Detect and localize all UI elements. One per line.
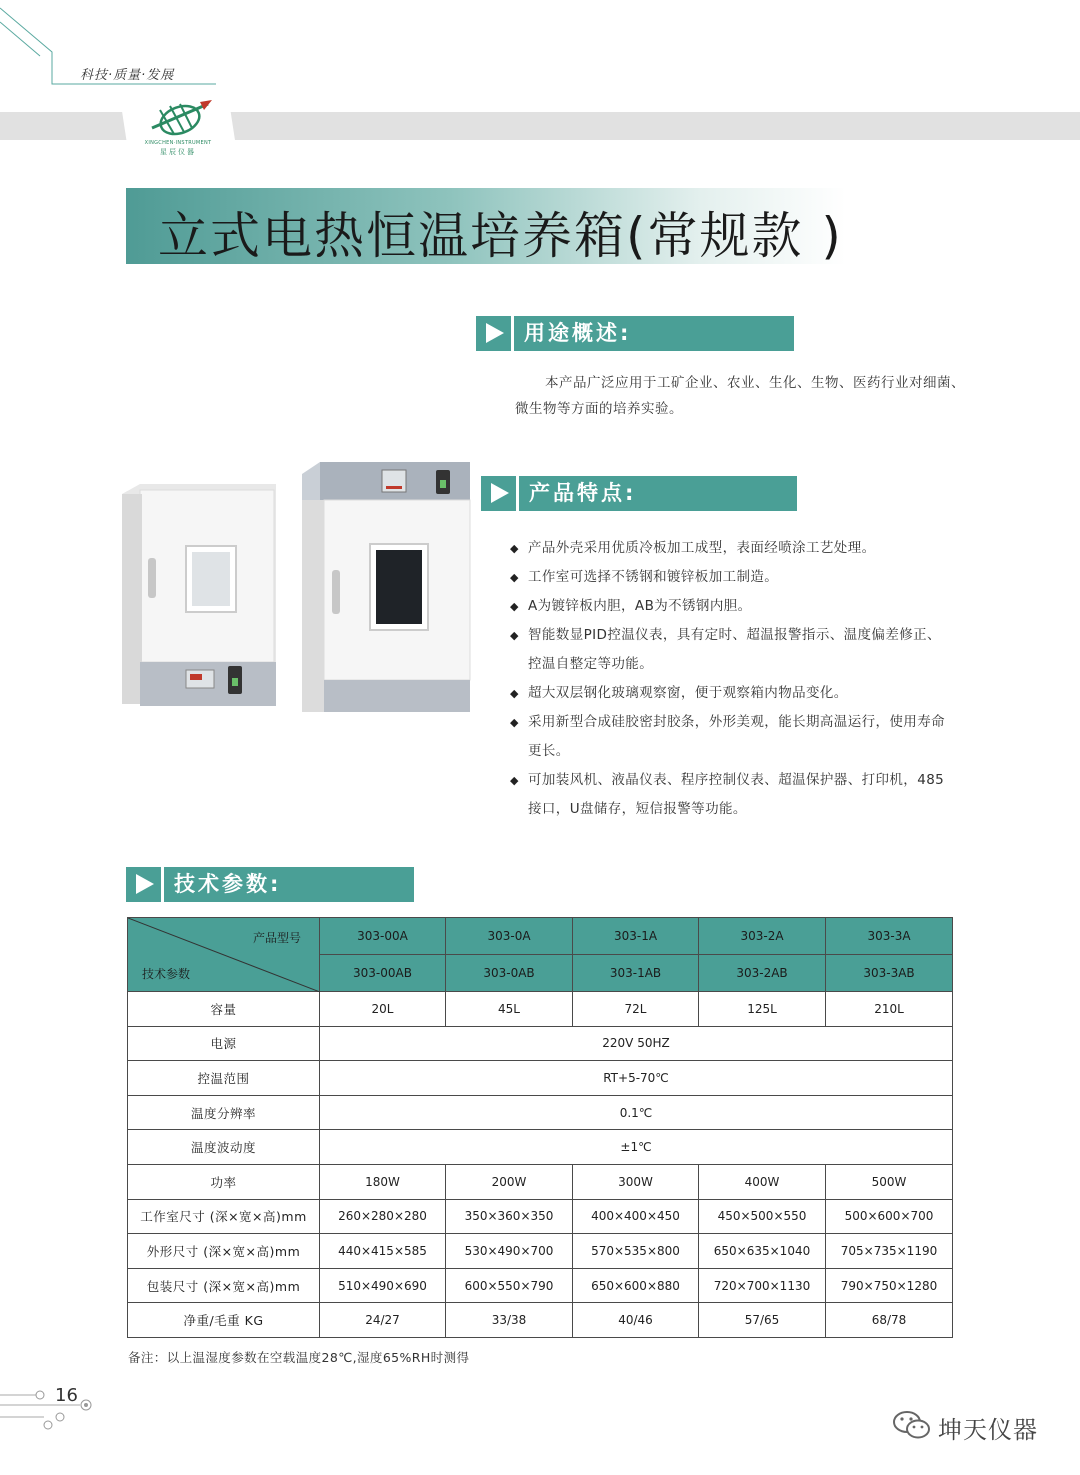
table-cell: 500W bbox=[826, 1164, 953, 1199]
page-number: 16 bbox=[55, 1385, 78, 1406]
model-ab-cell: 303-2AB bbox=[699, 955, 826, 992]
diamond-bullet-icon: ◆ bbox=[510, 542, 519, 555]
table-cell: 650×635×1040 bbox=[699, 1234, 826, 1269]
table-cell: 125L bbox=[699, 992, 826, 1027]
table-row bbox=[128, 1199, 953, 1234]
table-cell: RT+5-70℃ bbox=[320, 1061, 953, 1096]
feature-item: ◆ 工作室可选择不锈钢和镀锌板加工制造。 bbox=[510, 563, 950, 592]
brand-watermark: 坤天仪器 bbox=[938, 1416, 1038, 1444]
table-cell: 57/65 bbox=[699, 1303, 826, 1338]
diamond-bullet-icon: ◆ bbox=[510, 629, 519, 642]
usage-text: 本产品广泛应用于工矿企业、农业、生化、生物、医药行业对细菌、微生物等方面的培养实验。 bbox=[515, 375, 965, 417]
table-cell: 510×490×690 bbox=[320, 1268, 446, 1303]
table-cell: 20L bbox=[320, 992, 446, 1027]
feature-item: ◆ A为镀锌板内胆，AB为不锈钢内胆。 bbox=[510, 592, 950, 621]
table-cell: 24/27 bbox=[320, 1303, 446, 1338]
table-cell: 68/78 bbox=[826, 1303, 953, 1338]
corner-bottom-label: 技术参数 bbox=[142, 967, 191, 981]
table-cell: 705×735×1190 bbox=[826, 1234, 953, 1269]
features-section-header bbox=[481, 476, 797, 511]
specs-section-header bbox=[126, 867, 414, 902]
logo-chinese-text: 星辰仪器 bbox=[160, 148, 196, 156]
diamond-bullet-icon: ◆ bbox=[510, 774, 519, 787]
table-row bbox=[128, 1234, 953, 1269]
table-cell: 790×750×1280 bbox=[826, 1268, 953, 1303]
row-label: 温度波动度 bbox=[128, 1130, 320, 1165]
row-label: 外形尺寸 (深×宽×高)mm bbox=[128, 1234, 320, 1269]
table-row bbox=[128, 1303, 953, 1338]
row-label: 容量 bbox=[128, 992, 320, 1027]
table-row bbox=[128, 1061, 953, 1096]
model-ab-cell: 303-00AB bbox=[320, 955, 446, 992]
model-a-cell: 303-1A bbox=[573, 918, 699, 955]
table-cell: 450×500×550 bbox=[699, 1199, 826, 1234]
feature-list bbox=[510, 534, 950, 824]
table-cell: 220V 50HZ bbox=[320, 1026, 953, 1061]
diamond-bullet-icon: ◆ bbox=[510, 687, 519, 700]
row-label: 功率 bbox=[128, 1164, 320, 1199]
arrow-icon bbox=[126, 867, 161, 902]
wechat-icon bbox=[892, 1408, 932, 1442]
table-row bbox=[128, 992, 953, 1027]
corner-top-label: 产品型号 bbox=[252, 931, 301, 945]
feature-item: ◆ 超大双层钢化玻璃观察窗，便于观察箱内物品变化。 bbox=[510, 679, 950, 708]
usage-section-header bbox=[476, 316, 794, 351]
model-ab-cell: 303-0AB bbox=[446, 955, 573, 992]
row-label: 工作室尺寸 (深×宽×高)mm bbox=[128, 1199, 320, 1234]
features-heading: 产品特点: bbox=[519, 476, 797, 511]
model-a-cell: 303-3A bbox=[826, 918, 953, 955]
table-row bbox=[128, 1130, 953, 1165]
row-label: 包装尺寸 (深×宽×高)mm bbox=[128, 1268, 320, 1303]
table-cell: 720×700×1130 bbox=[699, 1268, 826, 1303]
table-cell: 400W bbox=[699, 1164, 826, 1199]
table-cell: 300W bbox=[573, 1164, 699, 1199]
usage-heading: 用途概述: bbox=[514, 316, 794, 351]
table-cell: 650×600×880 bbox=[573, 1268, 699, 1303]
feature-item: ◆ 可加装风机、液晶仪表、程序控制仪表、超温保护器、打印机，485接口，U盘储存，短信报警等功能。 bbox=[510, 766, 950, 824]
diamond-bullet-icon: ◆ bbox=[510, 571, 519, 584]
table-cell: 33/38 bbox=[446, 1303, 573, 1338]
incubator-large-image bbox=[300, 460, 472, 714]
footnote: 备注：以上温湿度参数在空载温度28℃,湿度65%RH时测得 bbox=[128, 1350, 470, 1365]
specs-heading: 技术参数: bbox=[164, 867, 414, 902]
circuit-decoration bbox=[0, 1385, 100, 1430]
table-cell: 180W bbox=[320, 1164, 446, 1199]
feature-item: ◆ 产品外壳采用优质冷板加工成型，表面经喷涂工艺处理。 bbox=[510, 534, 950, 563]
table-cell: 570×535×800 bbox=[573, 1234, 699, 1269]
table-row bbox=[128, 1026, 953, 1061]
incubator-small-image bbox=[118, 482, 280, 708]
table-cell: 0.1℃ bbox=[320, 1095, 953, 1130]
page-title: 立式电热恒温培养箱(常规款 ) bbox=[158, 207, 843, 265]
spec-table bbox=[127, 917, 953, 1338]
arrow-icon bbox=[476, 316, 511, 351]
table-cell: 72L bbox=[573, 992, 699, 1027]
table-cell: 400×400×450 bbox=[573, 1199, 699, 1234]
diamond-bullet-icon: ◆ bbox=[510, 600, 519, 613]
table-row bbox=[128, 1268, 953, 1303]
table-cell: 40/46 bbox=[573, 1303, 699, 1338]
table-cell: 350×360×350 bbox=[446, 1199, 573, 1234]
table-cell: 200W bbox=[446, 1164, 573, 1199]
arrow-icon bbox=[481, 476, 516, 511]
model-a-cell: 303-00A bbox=[320, 918, 446, 955]
table-cell: ±1℃ bbox=[320, 1130, 953, 1165]
logo-english-text: XINGCHEN·INSTRUMENT bbox=[144, 140, 212, 146]
slogan: 科技·质量·发展 bbox=[80, 68, 175, 83]
table-cell: 500×600×700 bbox=[826, 1199, 953, 1234]
table-cell: 260×280×280 bbox=[320, 1199, 446, 1234]
row-label: 净重/毛重 KG bbox=[128, 1303, 320, 1338]
feature-item: ◆ 采用新型合成硅胶密封胶条，外形美观，能长期高温运行，使用寿命更长。 bbox=[510, 708, 950, 766]
table-row bbox=[128, 1095, 953, 1130]
row-label: 温度分辨率 bbox=[128, 1095, 320, 1130]
model-ab-cell: 303-3AB bbox=[826, 955, 953, 992]
row-label: 控温范围 bbox=[128, 1061, 320, 1096]
row-label: 电源 bbox=[128, 1026, 320, 1061]
table-header-row bbox=[128, 918, 953, 955]
table-cell: 45L bbox=[446, 992, 573, 1027]
company-logo bbox=[140, 98, 220, 140]
corner-cell bbox=[128, 918, 320, 992]
table-cell: 530×490×700 bbox=[446, 1234, 573, 1269]
model-a-cell: 303-2A bbox=[699, 918, 826, 955]
table-cell: 600×550×790 bbox=[446, 1268, 573, 1303]
table-cell: 210L bbox=[826, 992, 953, 1027]
model-ab-cell: 303-1AB bbox=[573, 955, 699, 992]
table-cell: 440×415×585 bbox=[320, 1234, 446, 1269]
diamond-bullet-icon: ◆ bbox=[510, 716, 519, 729]
feature-item: ◆ 智能数显PID控温仪表，具有定时、超温报警指示、温度偏差修正、控温自整定等功能。 bbox=[510, 621, 950, 679]
table-row bbox=[128, 1164, 953, 1199]
model-a-cell: 303-0A bbox=[446, 918, 573, 955]
